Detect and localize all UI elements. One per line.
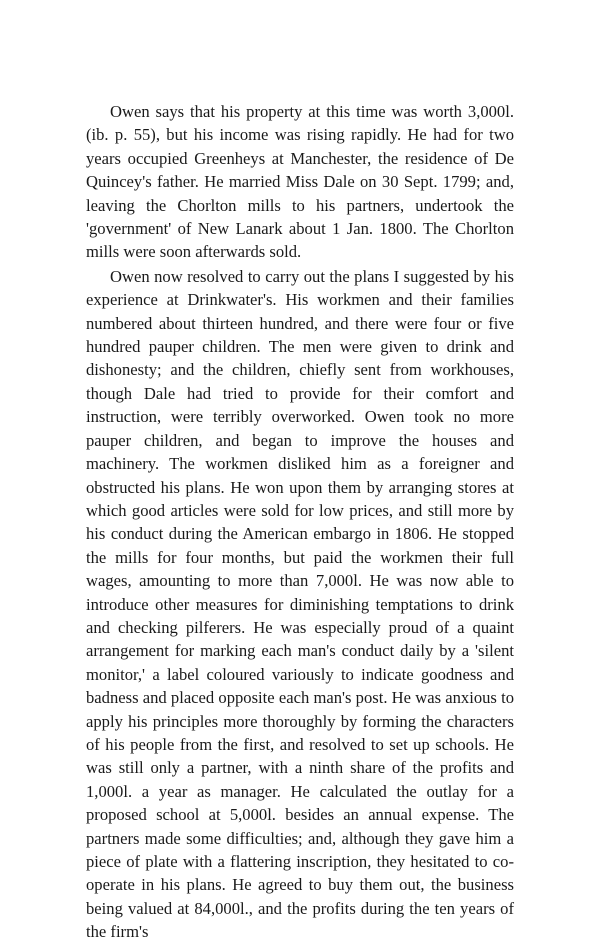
paragraph-1: Owen says that his property at this time was worth 3,000l. (ib. p. 55), but his income was rising rapidly. He had for two years occupied Greenheys at Manchester, the residence of De Quincey's father. He married Miss Dale on 30 Sept. 1799; and, leaving the Chorlton mills to his partners, undertook the 'government' of New Lanark about 1 Jan. 1800. The Chorlton mills were soon afterwards sold. xyxy=(86,102,514,262)
page-body xyxy=(86,100,514,944)
paragraph-2: Owen now resolved to carry out the plans I suggested by his experience at Drinkwater's. His workmen and their families numbered about thirteen hundred, and there were four or five hundred pauper children. The men were given to drink and dishonesty; and the children, chiefly sent from workhouses, though Dale had tried to provide for their comfort and instruction, were terribly overworked. Owen took no more pauper children, and began to improve the houses and machinery. The workmen disliked him as a foreigner and obstructed his plans. He won upon them by arranging stores at which good articles were sold for low prices, and still more by his conduct during the American embargo in 1806. He stopped the mills for four months, but paid the workmen their full wages, amounting to more than 7,000l. He was now able to introduce other measures for diminishing temptations to drink and checking pilferers. He was especially proud of a quaint arrangement for marking each man's conduct daily by a 'silent monitor,' a label coloured variously to indicate goodness and badness and placed opposite each man's post. He was anxious to apply his principles more thoroughly by forming the characters of his people from the first, and resolved to set up schools. He was still only a partner, with a ninth share of the profits and 1,000l. a year as manager. He calculated the outlay for a proposed school at 5,000l. besides an annual expense. The partners made some difficulties; and, although they gave him a piece of plate with a flattering inscription, they hesitated to co-operate in his plans. He agreed to buy them out, the business being valued at 84,000l., and the profits during the ten years of the firm's xyxy=(86,266,514,942)
